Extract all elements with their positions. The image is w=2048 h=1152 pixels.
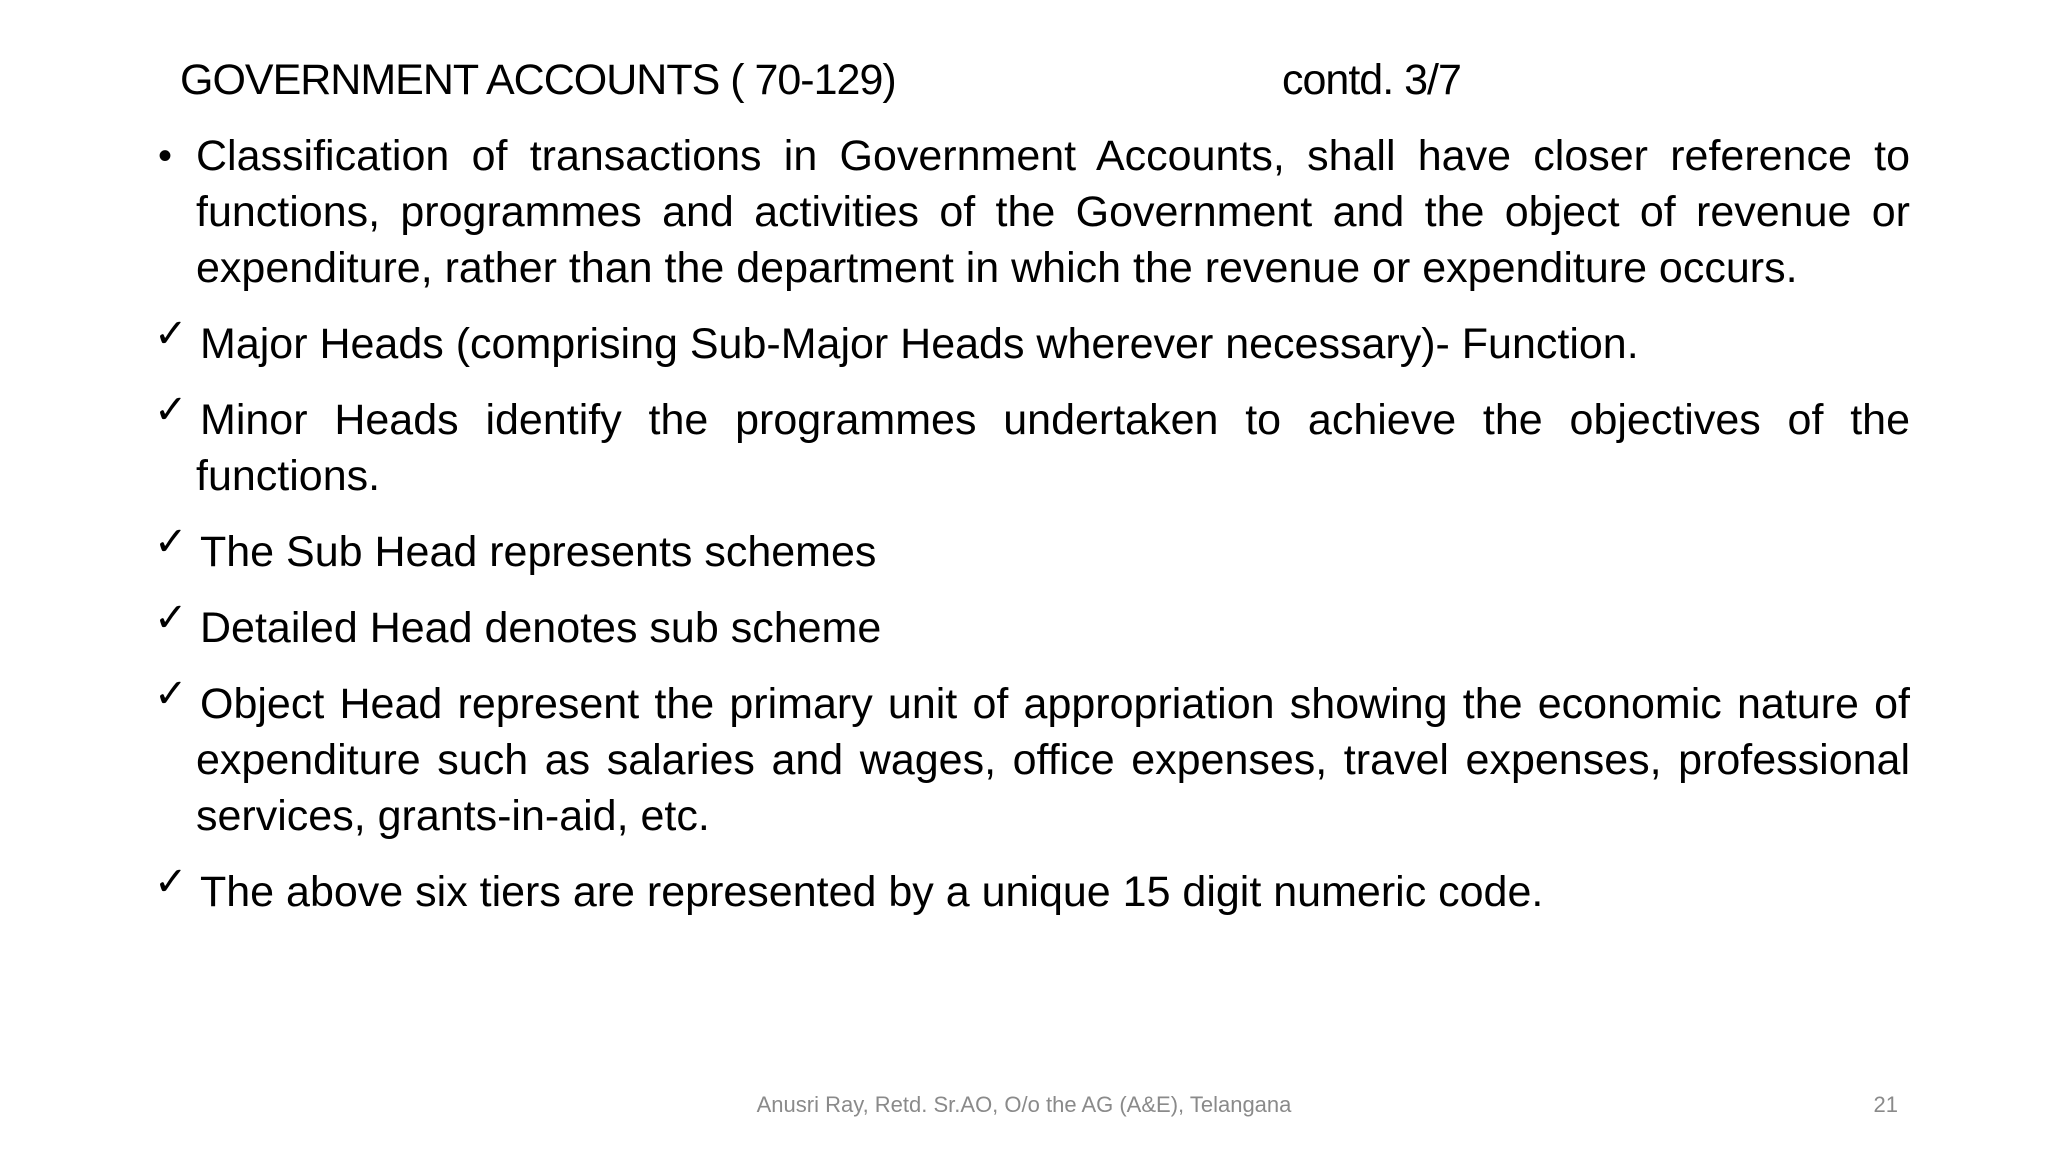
slide-title (180, 52, 1520, 108)
checkmark-icon: ✓ (154, 672, 188, 716)
list-item (154, 860, 1910, 920)
footer-author: Anusri Ray, Retd. Sr.AO, O/o the AG (A&E), Telangana (756, 1092, 1292, 1117)
list-item-text: Detailed Head denotes sub scheme (200, 604, 882, 652)
list-item-text: The above six tiers are represented by a unique 15 digit numeric code. (200, 868, 1544, 916)
list-item (154, 596, 1910, 656)
list-item (154, 128, 1910, 296)
checkmark-icon: ✓ (154, 520, 188, 564)
list-item (154, 312, 1910, 372)
list-item-text: Object Head represent the primary unit of appropriation showing the economic nature of expenditure such as salaries and wages, office expenses, travel expenses, professional services, grants-in-aid, etc. (196, 680, 1910, 840)
list-item-text: Classification of transactions in Government Accounts, shall have closer reference to functions, programmes and activities of the Government and the object of revenue or expenditure, rather than the department in which the revenue or expenditure occurs. (196, 132, 1910, 292)
page-number: 21 (1873, 1092, 1898, 1117)
checkmark-icon: ✓ (154, 596, 188, 640)
continuation-label: contd. 3/7 (1282, 56, 1461, 104)
bullet-icon: • (158, 134, 173, 178)
list-item-text: Major Heads (comprising Sub-Major Heads wherever necessary)- Function. (200, 320, 1639, 368)
list-item-text: The Sub Head represents schemes (200, 528, 877, 576)
list-item (154, 388, 1910, 504)
checkmark-icon: ✓ (154, 312, 188, 356)
list-item (154, 520, 1910, 580)
list-item-text: Minor Heads identify the programmes undertaken to achieve the objectives of the functions. (196, 396, 1910, 500)
title-text: GOVERNMENT ACCOUNTS ( 70-129) (180, 56, 896, 104)
bullet-list (154, 128, 1910, 940)
checkmark-icon: ✓ (154, 860, 188, 904)
checkmark-icon: ✓ (154, 388, 188, 432)
list-item (154, 672, 1910, 844)
